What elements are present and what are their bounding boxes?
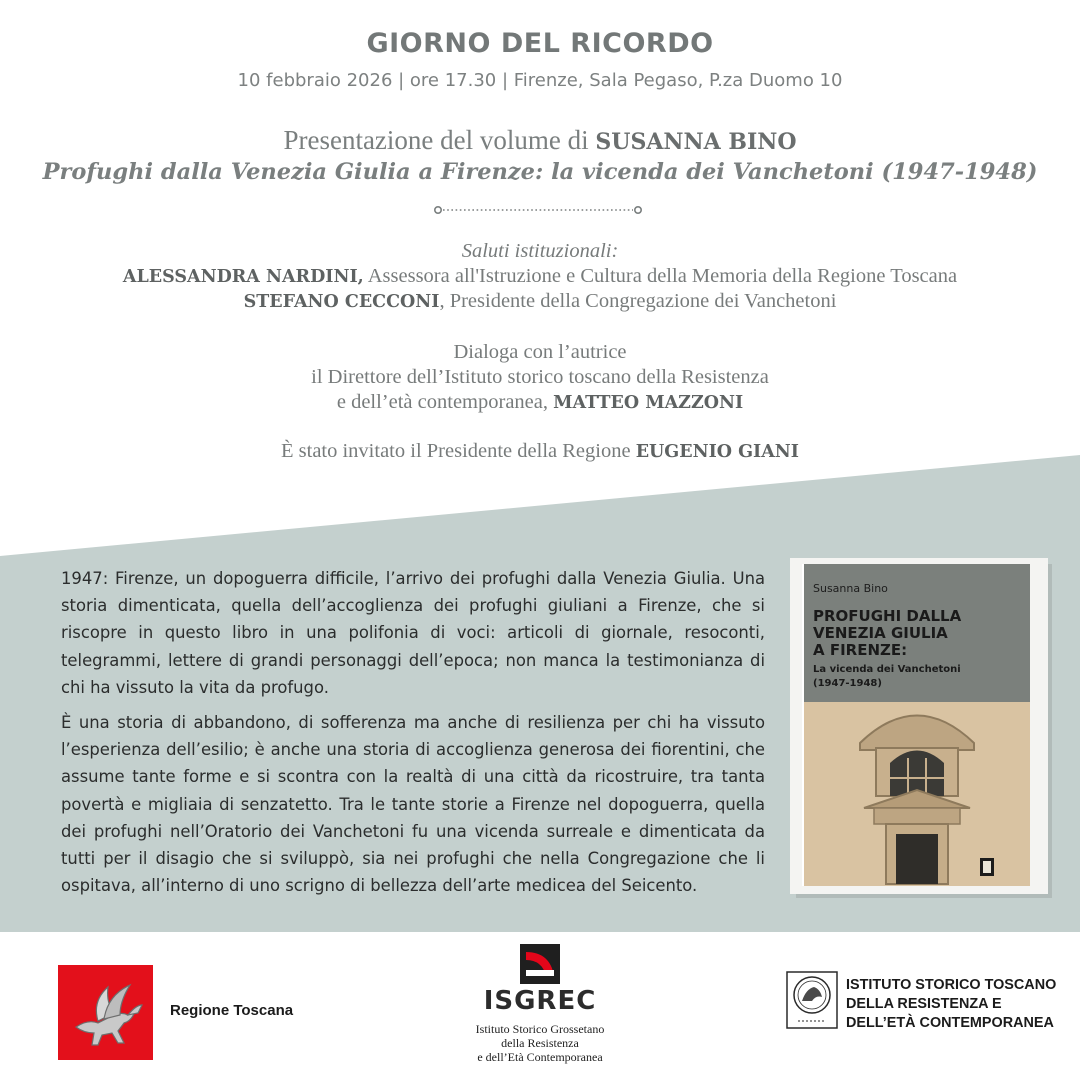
pegasus-icon — [58, 965, 153, 1060]
speaker-role: Assessora all'Istruzione e Cultura della Memoria della Regione Toscana — [363, 265, 958, 287]
description-paragraph: È una storia di abbandono, di sofferenza ma anche di resilienza per chi ha vissuto l’esperienza dell’esilio; è anche una storia di accoglienza generosa dei fiorentini, che assume tante forme e si scontra con la realtà di una città da ricostruire, tra tanta povertà e migliaia di senzatetto. Tra le tante storie a Firenze nel dopoguerra, quella dei profughi nell’Oratorio dei Vanchetoni fu una vicenda surreale e dimenticata da tutti per il disagio che si sviluppò, sia nei profughi che nella Congregazione che li ospitava, all’interno di uno scrigno di bellezza dell’arte medicea del Seicento. — [61, 713, 765, 896]
invited-prefix: È stato invitato il Presidente della Regione — [281, 440, 636, 462]
isrt-name — [846, 976, 1056, 1033]
greetings-label: Saluti istituzionali: — [461, 240, 619, 262]
dialogue-prefix: e dell’età contemporanea, — [336, 391, 554, 413]
speaker-line — [0, 265, 1080, 288]
dialogue-line: Dialoga con l’autrice — [453, 341, 627, 363]
book-description — [61, 565, 765, 907]
speaker-name: ALESSANDRA NARDINI, — [122, 267, 364, 287]
isgrec-logo-icon — [520, 944, 560, 984]
author-name: SUSANNA BINO — [595, 129, 797, 155]
invited-line — [0, 440, 1080, 463]
moderator-name: MATTEO MAZZONI — [553, 393, 744, 413]
cover-title: PROFUGHI DALLA VENEZIA GIULIA A FIRENZE: — [813, 607, 962, 659]
isgrec-description-line: della Resistenza — [501, 1036, 579, 1050]
isgrec-description-line: e dell’Età Contemporanea — [477, 1050, 603, 1064]
event-info: 10 febbraio 2026 | ore 17.30 | Firenze, Sala Pegaso, P.za Duomo 10 — [237, 70, 843, 91]
isgrec-description-line: Istituto Storico Grossetano — [475, 1022, 605, 1036]
dialogue-line — [0, 391, 1080, 414]
presentation-line — [0, 125, 1080, 156]
seal-icon — [786, 971, 838, 1029]
dialogue-line: il Direttore dell’Istituto storico toscano della Resistenza — [311, 366, 769, 388]
book-title-line: Profughi dalla Venezia Giulia a Firenze: la vicenda dei Vanchetoni (1947-1948) — [42, 159, 1038, 185]
isrt-name-line: DELLA RESISTENZA E — [846, 996, 1002, 1012]
description-paragraph: 1947: Firenze, un dopoguerra difficile, l’arrivo dei profughi dalla Venezia Giulia. Una storia dimenticata, quella dell’accoglienza dei profughi giuliani a Firenze, che si riscopre in questo libro in una polifonia di voci: articoli di giornale, resoconti, telegrammi, lettere di grandi personaggi dell’epoca; non manca la testimonianza di chi ha vissuto la vita da profugo. — [61, 569, 765, 697]
event-title: GIORNO DEL RICORDO — [366, 28, 714, 59]
dotted-divider — [433, 205, 643, 215]
isrt-name-line: ISTITUTO STORICO TOSCANO — [846, 977, 1057, 993]
cover-author: Susanna Bino — [813, 582, 888, 595]
presentation-prefix: Presentazione del volume di — [283, 125, 596, 155]
isgrec-name: ISGREC — [483, 986, 597, 1016]
cover-subtitle: La vicenda dei Vanchetoni (1947-1948) — [813, 664, 961, 689]
invited-name: EUGENIO GIANI — [635, 442, 799, 462]
isgrec-description — [440, 1022, 640, 1064]
speaker-role: , Presidente della Congregazione dei Vanchetoni — [439, 290, 837, 312]
speaker-line — [0, 290, 1080, 313]
isrt-name-line: DELL’ETÀ CONTEMPORANEA — [846, 1015, 1054, 1031]
regione-toscana-name: Regione Toscana — [170, 1002, 294, 1019]
speaker-name: STEFANO CECCONI — [243, 292, 440, 312]
